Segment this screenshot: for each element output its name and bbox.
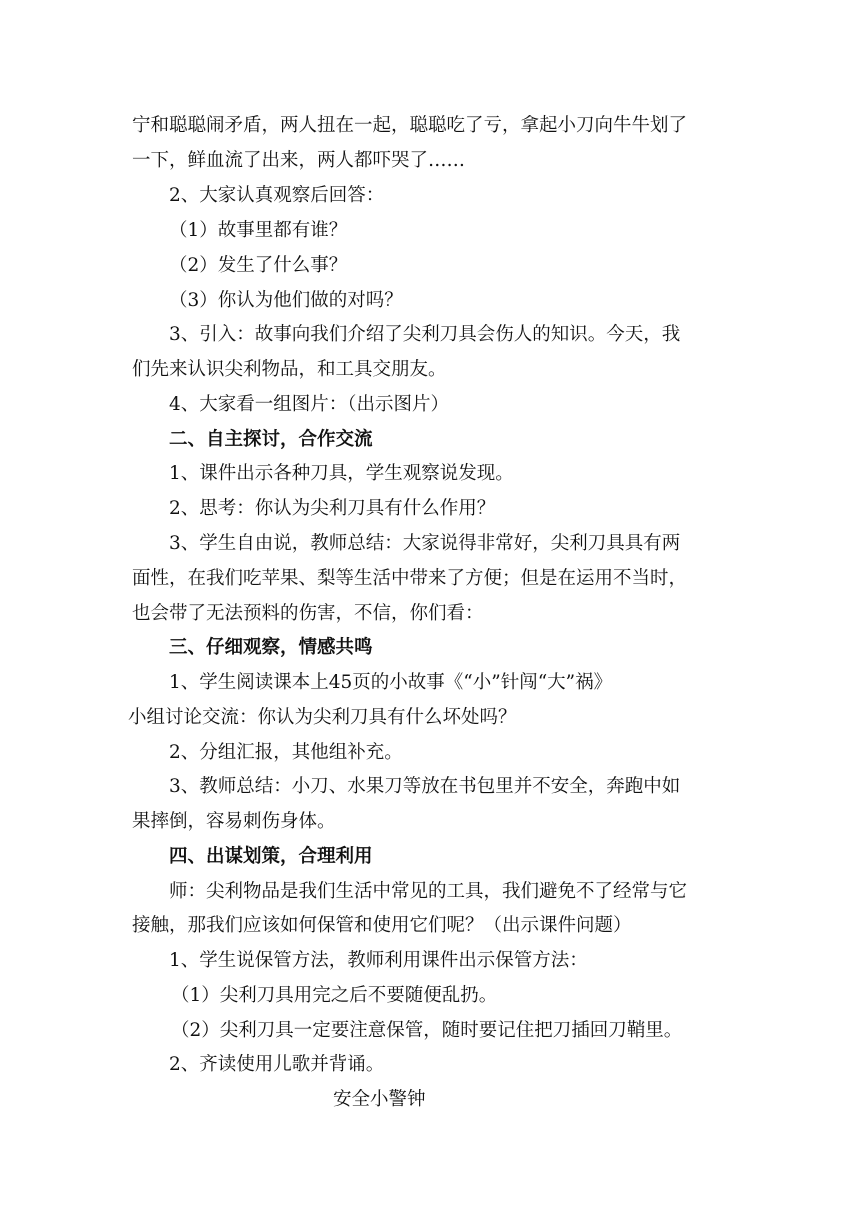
paragraph-line: 一下，鲜血流了出来，两人都吓哭了……	[132, 150, 466, 171]
paragraph-line: 也会带了无法预料的伤害，不信，你们看：	[132, 603, 484, 624]
list-item: （1）故事里都有谁？	[169, 220, 348, 241]
paragraph-line: 果摔倒，容易刺伤身体。	[132, 811, 336, 832]
paragraph-line: 师：尖利物品是我们生活中常见的工具，我们避免不了经常与它	[169, 881, 688, 902]
section-heading: 二、自主探讨，合作交流	[169, 429, 373, 450]
paragraph-line: 1、学生阅读课本上45页的小故事《“小”针闯“大”祸》	[169, 672, 613, 693]
paragraph-line: 2、大家认真观察后回答：	[169, 185, 385, 206]
section-heading: 四、出谋划策，合理利用	[169, 846, 373, 867]
paragraph-line: 1、课件出示各种刀具，学生观察说发现。	[169, 463, 514, 484]
paragraph-line: 2、分组汇报，其他组补充。	[169, 742, 403, 763]
paragraph-line: 3、引入：故事向我们介绍了尖利刀具会伤人的知识。今天，我	[169, 324, 681, 345]
paragraph-line: 1、学生说保管方法，教师利用课件出示保管方法：	[169, 950, 588, 971]
list-item: （2）尖利刀具一定要注意保管，随时要记住把刀插回刀鞘里。	[171, 1020, 683, 1041]
list-item: （2）发生了什么事？	[169, 255, 348, 276]
list-item: （1）尖利刀具用完之后不要随便乱扔。	[171, 985, 498, 1006]
paragraph-line: 3、学生自由说，教师总结：大家说得非常好，尖利刀具具有两	[169, 533, 681, 554]
section-heading: 三、仔细观察，情感共鸣	[169, 637, 373, 658]
paragraph-line: 4、大家看一组图片：（出示图片）	[169, 394, 450, 415]
paragraph-line: 接触，那我们应该如何保管和使用它们呢？（出示课件问题）	[132, 915, 632, 936]
paragraph-line: 小组讨论交流：你认为尖利刀具有什么坏处吗？	[128, 707, 517, 728]
list-item: （3）你认为他们做的对吗？	[169, 290, 403, 311]
paragraph-line: 2、齐读使用儿歌并背诵。	[169, 1054, 385, 1075]
paragraph-line: 面性，在我们吃苹果、梨等生活中带来了方便；但是在运用不当时，	[132, 568, 688, 589]
paragraph-line: 2、思考：你认为尖利刀具有什么作用？	[169, 498, 496, 519]
rhyme-title: 安全小警钟	[333, 1089, 426, 1110]
paragraph-line: 3、教师总结：小刀、水果刀等放在书包里并不安全，奔跑中如	[169, 776, 681, 797]
paragraph-line: 们先来认识尖利物品，和工具交朋友。	[132, 359, 447, 380]
paragraph-line: 宁和聪聪闹矛盾，两人扭在一起，聪聪吃了亏，拿起小刀向牛牛划了	[132, 115, 688, 136]
